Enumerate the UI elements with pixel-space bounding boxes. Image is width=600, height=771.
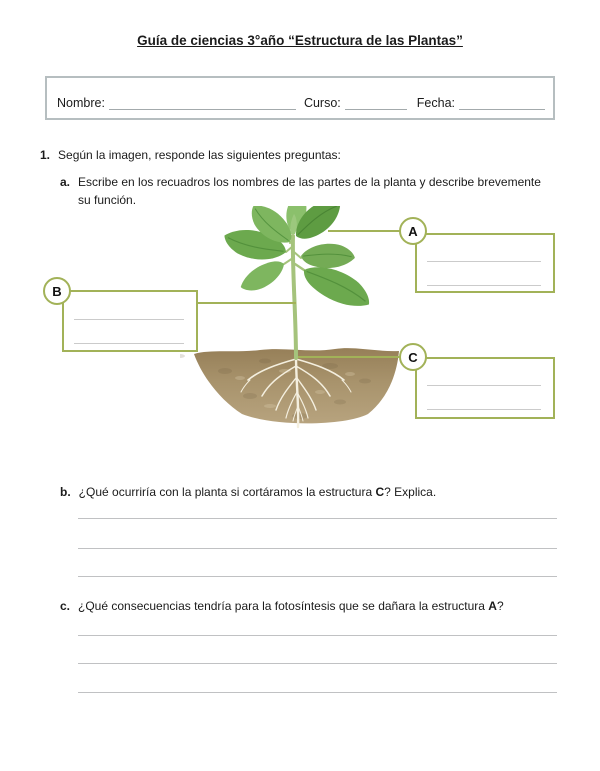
answer-line-c1 xyxy=(78,635,557,636)
plant-leaves xyxy=(221,206,377,316)
date-blank-line xyxy=(459,96,545,110)
answer-box-b xyxy=(62,290,198,352)
item-c-text: ¿Qué consecuencias tendría para la fotosíntesis que se dañara la estructura A? xyxy=(78,599,504,613)
label-a: A xyxy=(408,223,418,239)
item-c xyxy=(60,597,560,615)
item-a xyxy=(60,173,556,209)
answer-line-b1 xyxy=(78,518,557,519)
label-circle-b xyxy=(43,277,71,305)
name-blank-line xyxy=(109,96,296,110)
label-b: B xyxy=(52,283,62,299)
student-info-box xyxy=(45,76,555,120)
course-label: Curso: xyxy=(303,96,341,110)
date-label: Fecha: xyxy=(416,96,455,110)
write-line xyxy=(427,385,541,386)
question-1 xyxy=(40,146,560,164)
item-b-text: ¿Qué ocurriría con la planta si cortáramos la estructura C? Explica. xyxy=(78,485,437,499)
plant-illustration xyxy=(180,206,412,436)
question-1-text: Según la imagen, responde las siguientes preguntas: xyxy=(58,148,341,162)
item-b xyxy=(60,483,560,501)
item-c-ref: A xyxy=(488,599,497,613)
connector-line-c xyxy=(298,356,401,358)
connector-line-b xyxy=(196,302,296,304)
write-line xyxy=(427,409,541,410)
label-c: C xyxy=(408,349,418,365)
write-line xyxy=(427,261,541,262)
plant-stem xyxy=(284,236,304,358)
item-c-letter: c. xyxy=(60,599,71,613)
answer-box-a xyxy=(415,233,555,293)
write-line xyxy=(74,343,184,344)
answer-line-b2 xyxy=(78,548,557,549)
answer-line-c3 xyxy=(78,692,557,693)
answer-line-c2 xyxy=(78,663,557,664)
item-b-letter: b. xyxy=(60,485,71,499)
answer-box-c xyxy=(415,357,555,419)
item-b-ref: C xyxy=(375,485,385,499)
question-1-number: 1. xyxy=(40,148,51,162)
item-a-letter: a. xyxy=(60,175,71,189)
label-circle-a xyxy=(399,217,427,245)
write-line xyxy=(74,319,184,320)
answer-line-b3 xyxy=(78,576,557,577)
item-a-text: Escribe en los recuadros los nombres de las partes de la planta y describe brevemente su función. xyxy=(78,175,541,207)
page-title: Guía de ciencias 3°año “Estructura de las Plantas” xyxy=(137,33,463,48)
label-circle-c xyxy=(399,343,427,371)
connector-line-a xyxy=(328,230,401,232)
write-line xyxy=(427,285,541,286)
course-blank-line xyxy=(345,96,407,110)
name-label: Nombre: xyxy=(57,96,105,110)
